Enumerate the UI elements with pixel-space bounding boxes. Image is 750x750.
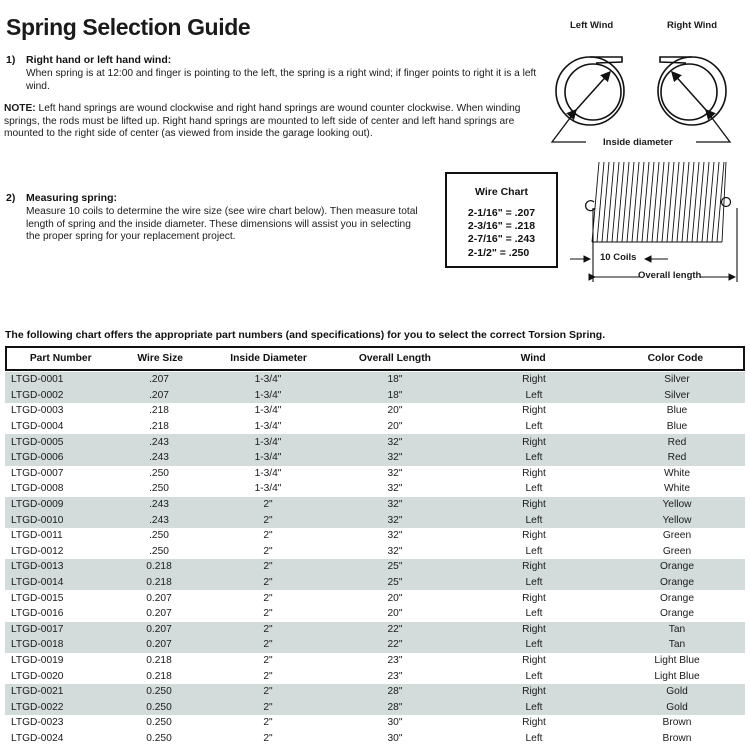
cell-color-code: White — [663, 483, 691, 495]
wire-chart-line: 2-1/2" = .250 — [467, 246, 530, 259]
table-row[interactable] — [5, 419, 745, 435]
section-measuring-spring — [6, 192, 426, 244]
cell-overall-length: 32" — [387, 530, 403, 542]
cell-part-number: LTGD-0013 — [11, 561, 64, 573]
cell-overall-length: 18" — [387, 389, 403, 401]
left-wind-label: Left Wind — [570, 20, 614, 31]
cell-inside-diameter: 2" — [263, 499, 273, 511]
cell-part-number: LTGD-0023 — [11, 717, 64, 729]
cell-part-number: LTGD-0011 — [11, 530, 63, 542]
cell-wire-size: 0.218 — [146, 577, 172, 589]
cell-inside-diameter: 2" — [263, 530, 273, 542]
table-row[interactable] — [5, 388, 745, 404]
cell-part-number: LTGD-0008 — [11, 483, 64, 495]
cell-inside-diameter: 2" — [263, 639, 273, 651]
table-row[interactable] — [5, 403, 745, 419]
cell-color-code: Yellow — [662, 514, 692, 526]
section-right-left-hand-wind — [6, 54, 540, 93]
cell-inside-diameter: 2" — [263, 608, 273, 620]
cell-color-code: Orange — [660, 608, 694, 620]
cell-inside-diameter: 2" — [263, 701, 273, 713]
cell-overall-length: 23" — [387, 670, 403, 682]
cell-inside-diameter: 2" — [263, 670, 273, 682]
cell-part-number: LTGD-0004 — [11, 421, 64, 433]
table-row[interactable] — [5, 559, 745, 575]
overall-length-label: Overall length — [638, 270, 702, 281]
cell-part-number: LTGD-0005 — [11, 436, 64, 448]
wire-chart-line: 2-1/16" = .207 — [467, 207, 536, 219]
cell-wind: Right — [522, 405, 546, 417]
cell-color-code: Silver — [664, 389, 690, 401]
cell-color-code: Silver — [664, 374, 690, 386]
cell-wire-size: .250 — [149, 467, 169, 479]
wind-direction-diagram — [536, 16, 750, 166]
cell-color-code: Orange — [660, 592, 694, 604]
cell-overall-length: 32" — [387, 467, 403, 479]
cell-wind: Left — [525, 389, 543, 401]
table-row[interactable] — [5, 450, 745, 466]
right-wind-label: Right Wind — [667, 20, 718, 31]
column-header-wind: Wind — [520, 353, 546, 364]
cell-inside-diameter: 2" — [263, 577, 273, 589]
cell-wind: Left — [525, 639, 543, 651]
cell-wind: Left — [525, 483, 543, 495]
cell-overall-length: 30" — [387, 717, 403, 729]
section-1-number: 1) — [6, 54, 16, 66]
cell-inside-diameter: 1-3/4" — [254, 436, 282, 448]
cell-overall-length: 32" — [387, 499, 403, 511]
cell-inside-diameter: 2" — [263, 732, 273, 744]
cell-color-code: Light Blue — [654, 654, 700, 666]
cell-overall-length: 30" — [387, 732, 403, 744]
cell-wire-size: .207 — [149, 389, 169, 401]
cell-inside-diameter: 2" — [263, 561, 273, 573]
cell-color-code: Tan — [668, 639, 686, 651]
cell-color-code: Brown — [662, 732, 692, 744]
section-1-text: When spring is at 12:00 and finger is pointing to the left, the spring is a right wind; if finger points to right it is a left wind. — [26, 68, 537, 92]
cell-color-code: Red — [667, 452, 687, 464]
cell-wire-size: 0.207 — [146, 639, 172, 651]
cell-inside-diameter: 2" — [263, 514, 273, 526]
table-row[interactable] — [5, 699, 745, 715]
table-row[interactable] — [5, 466, 745, 482]
table-body — [5, 372, 745, 746]
cell-overall-length: 22" — [387, 623, 403, 635]
cell-inside-diameter: 2" — [263, 717, 273, 729]
cell-overall-length: 20" — [387, 592, 403, 604]
cell-color-code: White — [663, 467, 691, 479]
cell-inside-diameter: 1-3/4" — [254, 467, 282, 479]
wire-chart-line: 2-3/16" = .218 — [467, 220, 536, 233]
cell-overall-length: 20" — [387, 608, 403, 620]
cell-wind: Left — [525, 545, 543, 557]
page-title: Spring Selection Guide — [6, 14, 251, 40]
wire-chart-list — [468, 207, 535, 260]
cell-color-code: Blue — [666, 405, 688, 417]
cell-wind: Right — [522, 592, 546, 604]
cell-part-number: LTGD-0016 — [11, 608, 64, 620]
cell-wind: Left — [525, 452, 543, 464]
spring-length-diagram — [560, 162, 750, 297]
cell-wind: Right — [522, 374, 546, 386]
cell-wind: Right — [522, 467, 546, 479]
cell-overall-length: 23" — [387, 654, 403, 666]
cell-part-number: LTGD-0019 — [11, 654, 64, 666]
cell-wind: Right — [522, 499, 546, 511]
column-header-inside-diameter: Inside Diameter — [230, 353, 307, 364]
note-text: Left hand springs are wound clockwise and right hand springs are wound counter clockwise. When winding springs, the rods must be lifted up. Right hand springs are mounted to left side of center and left hand springs are mounted to the right side of center (as viewed from inside the garage looking out). — [4, 103, 521, 140]
table-row[interactable] — [5, 497, 745, 513]
column-header-overall-length: Overall Length — [358, 353, 431, 364]
cell-inside-diameter: 2" — [263, 592, 273, 604]
note-block — [4, 103, 540, 141]
cell-wire-size: 0.250 — [146, 732, 172, 744]
cell-inside-diameter: 1-3/4" — [254, 405, 282, 417]
table-row[interactable] — [5, 637, 745, 653]
cell-overall-length: 32" — [387, 483, 403, 495]
cell-color-code: Blue — [666, 421, 688, 433]
cell-color-code: Brown — [662, 717, 692, 729]
cell-part-number: LTGD-0017 — [11, 623, 64, 635]
table-row[interactable] — [5, 434, 745, 450]
cell-wire-size: .250 — [149, 483, 169, 495]
cell-overall-length: 32" — [387, 545, 403, 557]
cell-wire-size: .218 — [149, 405, 169, 417]
cell-part-number: LTGD-0009 — [11, 499, 64, 511]
cell-color-code: Green — [662, 545, 692, 557]
cell-part-number: LTGD-0007 — [11, 467, 64, 479]
cell-color-code: Green — [662, 530, 692, 542]
cell-wire-size: .250 — [149, 545, 169, 557]
table-row[interactable] — [5, 372, 745, 388]
cell-overall-length: 28" — [387, 701, 403, 713]
cell-wire-size: .218 — [149, 421, 169, 433]
cell-wind: Right — [522, 717, 546, 729]
cell-inside-diameter: 2" — [263, 654, 273, 666]
wire-chart-box — [445, 172, 558, 268]
wire-chart-title: Wire Chart — [475, 186, 528, 198]
cell-wire-size: .207 — [149, 374, 169, 386]
cell-overall-length: 22" — [387, 639, 403, 651]
cell-part-number: LTGD-0014 — [11, 577, 64, 589]
column-header-part-number: Part Number — [29, 353, 92, 364]
cell-wind: Left — [525, 421, 543, 433]
table-row[interactable] — [5, 512, 745, 528]
cell-wire-size: 0.207 — [146, 623, 172, 635]
cell-wire-size: 0.218 — [146, 654, 172, 666]
cell-overall-length: 32" — [387, 514, 403, 526]
cell-color-code: Orange — [660, 561, 694, 573]
table-row[interactable] — [5, 684, 745, 700]
cell-part-number: LTGD-0015 — [11, 592, 64, 604]
cell-overall-length: 32" — [387, 436, 403, 448]
table-row[interactable] — [5, 606, 745, 622]
section-1-heading: Right hand or left hand wind: — [26, 54, 172, 66]
cell-color-code: Gold — [666, 701, 688, 713]
cell-color-code: Tan — [668, 623, 686, 635]
cell-wire-size: .243 — [149, 514, 169, 526]
table-header-row — [5, 346, 745, 371]
cell-overall-length: 20" — [387, 405, 403, 417]
cell-wind: Left — [525, 608, 543, 620]
cell-color-code: Orange — [660, 577, 694, 589]
cell-overall-length: 32" — [387, 452, 403, 464]
inside-diameter-label: Inside diameter — [603, 137, 673, 148]
cell-wind: Right — [522, 654, 546, 666]
cell-wire-size: .250 — [149, 530, 169, 542]
cell-overall-length: 18" — [387, 374, 403, 386]
section-2-text: Measure 10 coils to determine the wire size (see wire chart below). Then measure total length of spring and the inside diameter. These dimensions will assist you in selecting the proper spring for your replacement project. — [26, 206, 418, 243]
cell-part-number: LTGD-0002 — [11, 389, 64, 401]
cell-wind: Right — [522, 436, 546, 448]
note-label: NOTE: — [4, 103, 36, 114]
cell-overall-length: 25" — [387, 577, 403, 589]
cell-wind: Left — [525, 732, 543, 744]
cell-part-number: LTGD-0022 — [11, 701, 64, 713]
cell-inside-diameter: 2" — [263, 686, 273, 698]
cell-wire-size: 0.207 — [146, 592, 172, 604]
table-row[interactable] — [5, 544, 745, 560]
cell-part-number: LTGD-0020 — [11, 670, 64, 682]
cell-color-code: Red — [667, 436, 687, 448]
cell-color-code: Light Blue — [654, 670, 700, 682]
cell-part-number: LTGD-0010 — [11, 514, 64, 526]
cell-wind: Left — [525, 577, 543, 589]
table-row[interactable] — [5, 668, 745, 684]
cell-part-number: LTGD-0018 — [11, 639, 64, 651]
table-row[interactable] — [5, 481, 745, 497]
table-row[interactable] — [5, 731, 745, 747]
cell-wire-size: .243 — [149, 452, 169, 464]
ten-coils-label: 10 Coils — [600, 252, 637, 263]
cell-wire-size: 0.207 — [146, 608, 172, 620]
cell-overall-length: 28" — [387, 686, 403, 698]
cell-inside-diameter: 2" — [263, 545, 273, 557]
column-header-color-code: Color Code — [647, 353, 704, 364]
cell-inside-diameter: 1-3/4" — [254, 374, 282, 386]
cell-color-code: Yellow — [662, 499, 692, 511]
cell-part-number: LTGD-0012 — [11, 545, 64, 557]
cell-inside-diameter: 1-3/4" — [254, 452, 282, 464]
cell-wind: Right — [522, 623, 546, 635]
table-row[interactable] — [5, 622, 745, 638]
table-row[interactable] — [5, 528, 745, 544]
cell-wind: Left — [525, 701, 543, 713]
section-2-heading: Measuring spring: — [26, 192, 118, 204]
cell-part-number: LTGD-0003 — [11, 405, 64, 417]
table-row[interactable] — [5, 715, 745, 731]
cell-wire-size: 0.218 — [146, 561, 172, 573]
cell-wire-size: 0.250 — [146, 717, 172, 729]
column-header-wire-size: Wire Size — [137, 353, 184, 364]
torsion-spring-spec-table — [5, 346, 745, 746]
section-2-number: 2) — [6, 192, 16, 204]
cell-color-code: Gold — [666, 686, 688, 698]
cell-wire-size: 0.218 — [146, 670, 172, 682]
cell-part-number: LTGD-0006 — [11, 452, 64, 464]
cell-overall-length: 20" — [387, 421, 403, 433]
cell-wind: Right — [522, 686, 546, 698]
cell-wind: Right — [522, 530, 546, 542]
cell-inside-diameter: 1-3/4" — [254, 389, 282, 401]
cell-inside-diameter: 1-3/4" — [254, 421, 282, 433]
cell-wire-size: .243 — [149, 436, 169, 448]
cell-wind: Left — [525, 670, 543, 682]
cell-inside-diameter: 1-3/4" — [254, 483, 282, 495]
cell-wire-size: 0.250 — [146, 701, 172, 713]
cell-wind: Left — [525, 514, 543, 526]
table-intro-text: The following chart offers the appropriate part numbers (and specifications) for you to select the correct Torsion Spring. — [5, 329, 606, 341]
cell-part-number: LTGD-0001 — [11, 374, 64, 386]
cell-part-number: LTGD-0024 — [11, 732, 64, 744]
cell-wind: Right — [522, 561, 546, 573]
cell-part-number: LTGD-0021 — [11, 686, 64, 698]
table-row[interactable] — [5, 653, 745, 669]
table-row[interactable] — [5, 590, 745, 606]
cell-overall-length: 25" — [387, 561, 403, 573]
table-row[interactable] — [5, 575, 745, 591]
cell-wire-size: 0.250 — [146, 686, 172, 698]
cell-inside-diameter: 2" — [263, 623, 273, 635]
cell-wire-size: .243 — [149, 499, 169, 511]
wire-chart-line: 2-7/16" = .243 — [467, 233, 536, 246]
